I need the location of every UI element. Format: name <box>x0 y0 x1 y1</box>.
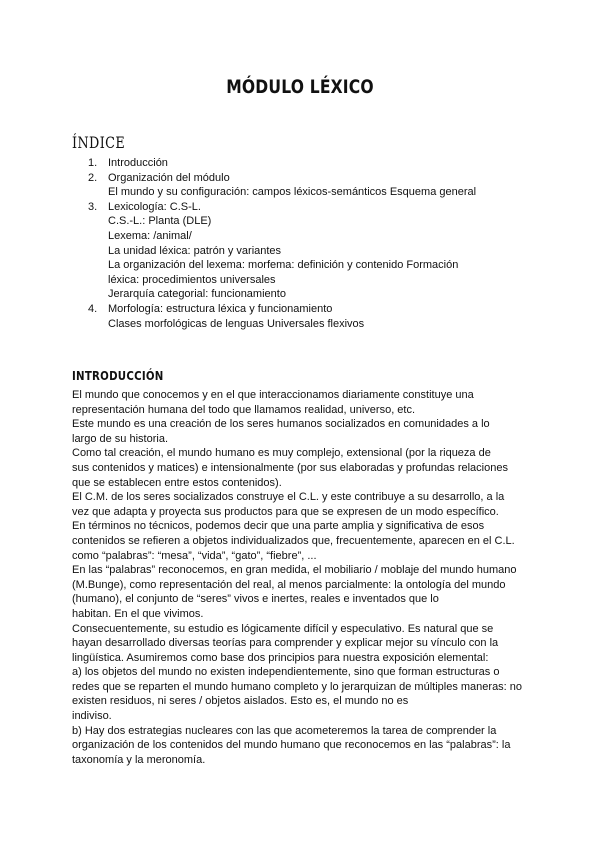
toc-item-line: La organización del lexema: morfema: definición y contenido Formación <box>108 259 459 272</box>
toc-item-line: La unidad léxica: patrón y variantes <box>108 244 282 257</box>
body-text-line: contenidos se refieren a objetos individualizados que, frecuentemente, aparecen en el C.L. <box>72 534 515 547</box>
body-text-line: (humano), el conjunto de “seres” vivos e inertes, reales e inventados que lo <box>72 593 439 606</box>
body-text-line: b) Hay dos estrategias nucleares con las que acometeremos la tarea de comprender la <box>72 724 497 737</box>
toc-item-line: C.S.-L.: Planta (DLE) <box>108 215 212 228</box>
toc-item-number: 4. <box>88 302 98 315</box>
toc-item-number: 2. <box>88 171 98 184</box>
body-text-line: El C.M. de los seres socializados construye el C.L. y este contribuye a su desarrollo, a la <box>72 491 505 504</box>
body-text-line: redes que se reparten el mundo humano completo y lo jerarquizan de múltiples maneras: no <box>72 680 523 693</box>
toc-item <box>88 200 548 302</box>
body-text-line: representación humana del todo que llamamos realidad, universo, etc. <box>72 403 416 416</box>
body-text-line: largo de su historia. <box>72 432 168 445</box>
toc-item-line: Organización del módulo <box>108 171 230 184</box>
toc-item-line: Lexicología: C.S-L. <box>108 200 201 213</box>
body-text-line: a) los objetos del mundo no existen independientemente, sino que forman estructuras o <box>72 666 500 679</box>
body-text-line: Como tal creación, el mundo humano es muy complejo, extensional (por la riqueza de <box>72 447 491 460</box>
introduction-heading: INTRODUCCIÓN <box>72 369 164 383</box>
body-text-line: sus contenidos y matices) e intensionalmente (por sus elaboradas y profundas relaciones <box>72 461 508 474</box>
index-heading: ÍNDICE <box>72 133 126 152</box>
toc-item-line: Morfología: estructura léxica y funcionamiento <box>108 302 333 315</box>
body-text-line: vez que adapta y proyecta sus productos para que se expresen de un modo específico. <box>72 505 499 518</box>
body-text-line: (M.Bunge), como representación del real, al menos parcialmente: la ontología del mundo <box>72 578 506 591</box>
toc-item-line: Clases morfológicas de lenguas Universales flexivos <box>108 317 365 330</box>
toc-item-line: Lexema: /animal/ <box>108 229 192 242</box>
toc-item <box>88 171 548 200</box>
toc-item <box>88 302 548 331</box>
body-text-line: que se establecen entre estos contenidos). <box>72 476 282 489</box>
introduction-body <box>72 388 542 767</box>
body-text-line: Consecuentemente, su estudio es lógicamente difícil y especulativo. Es natural que se <box>72 622 494 635</box>
toc-item-line: Introducción <box>108 157 168 169</box>
toc-item-line: El mundo y su configuración: campos léxicos-semánticos Esquema general <box>108 186 477 199</box>
body-text-line: hayan desarrollado diversas teorías para comprender y explicar mejor su vínculo con la <box>72 637 499 650</box>
body-text-line: existen residuos, ni seres / objetos aislados. Esto es, el mundo no es <box>72 695 409 708</box>
document-title: MÓDULO LÉXICO <box>226 76 374 98</box>
body-text-line: lingüística. Asumiremos como base dos principios para nuestra exposición elemental: <box>72 651 489 664</box>
body-text-line: organización de los contenidos del mundo humano que reconocemos en las “palabras”: la <box>72 739 511 752</box>
body-text-line: taxonomía y la meronomía. <box>72 753 206 766</box>
toc-item-line: léxica: procedimientos universales <box>108 273 276 286</box>
body-text-line: En las “palabras” reconocemos, en gran medida, el mobiliario / moblaje del mundo humano <box>72 564 517 577</box>
body-text-line: El mundo que conocemos y en el que interaccionamos diariamente constituye una <box>72 389 474 401</box>
body-text-line: habitan. En el que vivimos. <box>72 607 204 620</box>
toc-item <box>88 156 548 171</box>
toc-item-line: Jerarquía categorial: funcionamiento <box>108 288 286 301</box>
table-of-contents <box>88 156 548 331</box>
body-text-line: indiviso. <box>72 710 112 723</box>
body-text-line: como “palabras”: “mesa”, “vida”, “gato”, “fiebre”, ... <box>72 549 317 562</box>
body-text-line: Este mundo es una creación de los seres humanos socializados en comunidades a lo <box>72 418 490 431</box>
toc-item-number: 3. <box>88 200 98 213</box>
body-text-line: En términos no técnicos, podemos decir que una parte amplia y significativa de esos <box>72 520 485 533</box>
toc-item-number: 1. <box>88 157 98 169</box>
